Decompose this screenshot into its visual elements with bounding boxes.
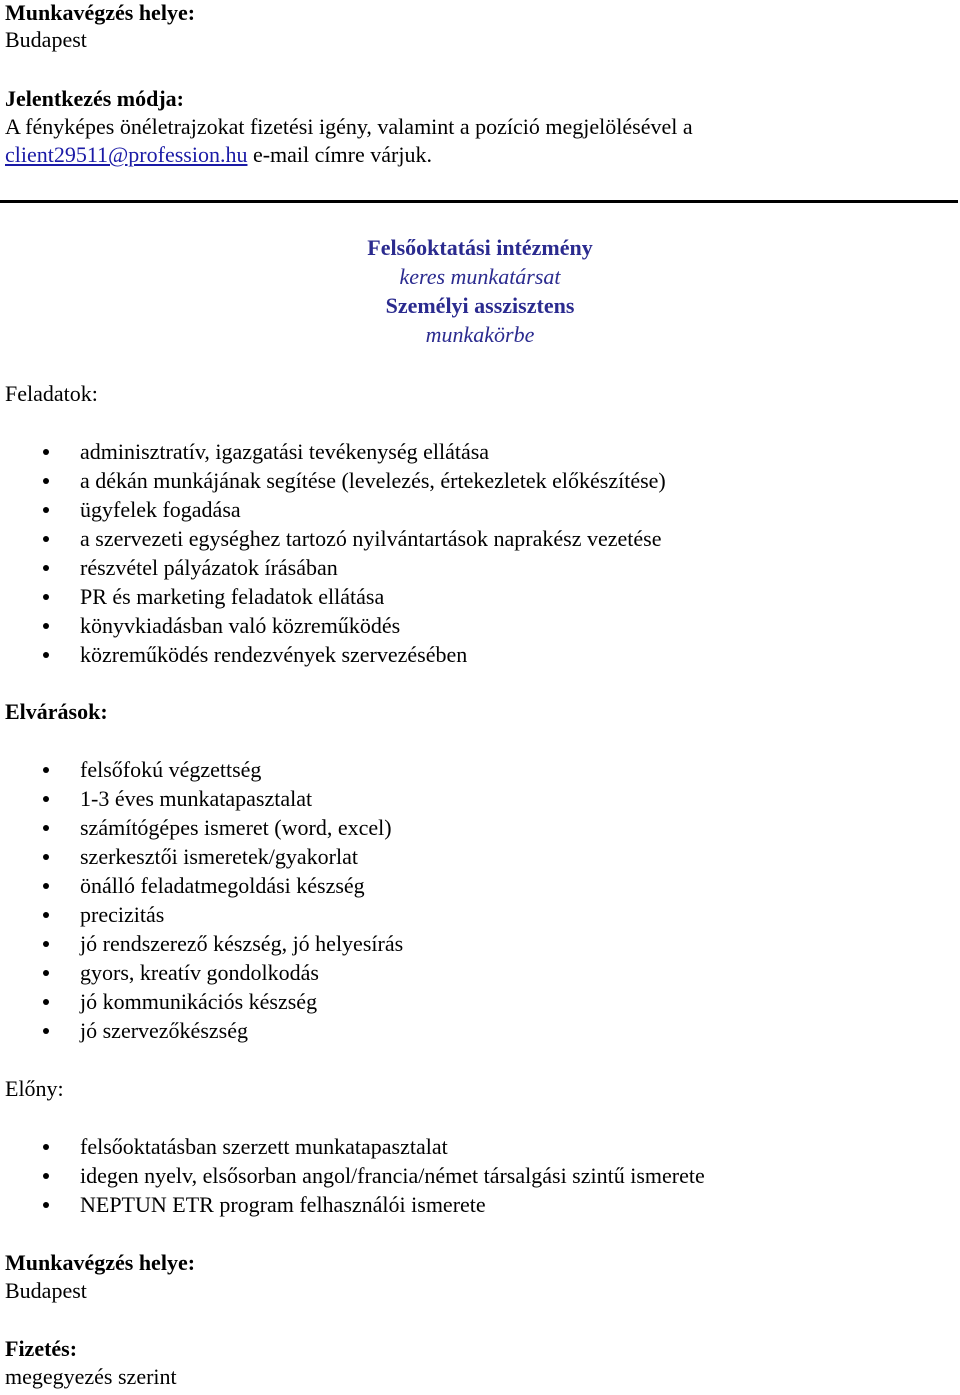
workplace-value-top: Budapest — [5, 27, 87, 52]
advantage-heading: Előny: — [5, 1076, 64, 1101]
list-item: a dékán munkájának segítése (levelezés, értekezletek előkészítése) — [0, 466, 666, 495]
ad-institution: Felsőoktatási intézmény — [367, 235, 593, 260]
apply-text: A fényképes önéletrajzokat fizetési igény, valamint a pozíció megjelölésével a — [5, 114, 693, 139]
list-item: a szervezeti egységhez tartozó nyilvántartások naprakész vezetése — [0, 524, 666, 553]
list-item: szerkesztői ismeretek/gyakorlat — [0, 842, 403, 871]
list-item: részvétel pályázatok írásában — [0, 553, 666, 582]
list-item: precizitás — [0, 900, 403, 929]
list-item: gyors, kreatív gondolkodás — [0, 958, 403, 987]
tasks-heading: Feladatok: — [5, 381, 98, 406]
requirements-heading: Elvárások: — [5, 699, 108, 724]
salary-value: megegyezés szerint — [5, 1364, 177, 1389]
list-item: 1-3 éves munkatapasztalat — [0, 784, 403, 813]
separator-rule — [0, 200, 958, 203]
list-item: önálló feladatmegoldási készség — [0, 871, 403, 900]
apply-heading: Jelentkezés módja: — [5, 86, 185, 111]
workplace-heading-top: Munkavégzés helye: — [5, 0, 196, 25]
list-item: PR és marketing feladatok ellátása — [0, 582, 666, 611]
ad-seeks: keres munkatársat — [399, 264, 561, 289]
list-item: idegen nyelv, elsősorban angol/francia/német társalgási szintű ismerete — [0, 1161, 705, 1190]
list-item: jó rendszerező készség, jó helyesírás — [0, 929, 403, 958]
list-item: NEPTUN ETR program felhasználói ismerete — [0, 1190, 705, 1219]
list-item: könyvkiadásban való közreműködés — [0, 611, 666, 640]
tasks-list — [0, 437, 666, 669]
advantage-list — [0, 1132, 705, 1219]
ad-role: munkakörbe — [425, 322, 535, 347]
list-item: ügyfelek fogadása — [0, 495, 666, 524]
list-item: számítógépes ismeret (word, excel) — [0, 813, 403, 842]
workplace-value-bottom: Budapest — [5, 1278, 87, 1303]
list-item: adminisztratív, igazgatási tevékenység ellátása — [0, 437, 666, 466]
workplace-heading-bottom: Munkavégzés helye: — [5, 1250, 196, 1275]
list-item: jó kommunikációs készség — [0, 987, 403, 1016]
list-item: közreműködés rendezvények szervezésében — [0, 640, 666, 669]
salary-heading: Fizetés: — [5, 1336, 78, 1361]
apply-text-end: e-mail címre várjuk. — [247, 142, 432, 167]
apply-email-line — [5, 142, 432, 168]
requirements-list — [0, 755, 403, 1045]
ad-header — [0, 233, 960, 349]
list-item: felsőfokú végzettség — [0, 755, 403, 784]
list-item: jó szervezőkészség — [0, 1016, 403, 1045]
apply-email-link[interactable]: client29511@profession.hu — [5, 142, 248, 167]
list-item: felsőoktatásban szerzett munkatapasztalat — [0, 1132, 705, 1161]
ad-position: Személyi asszisztens — [385, 293, 575, 318]
